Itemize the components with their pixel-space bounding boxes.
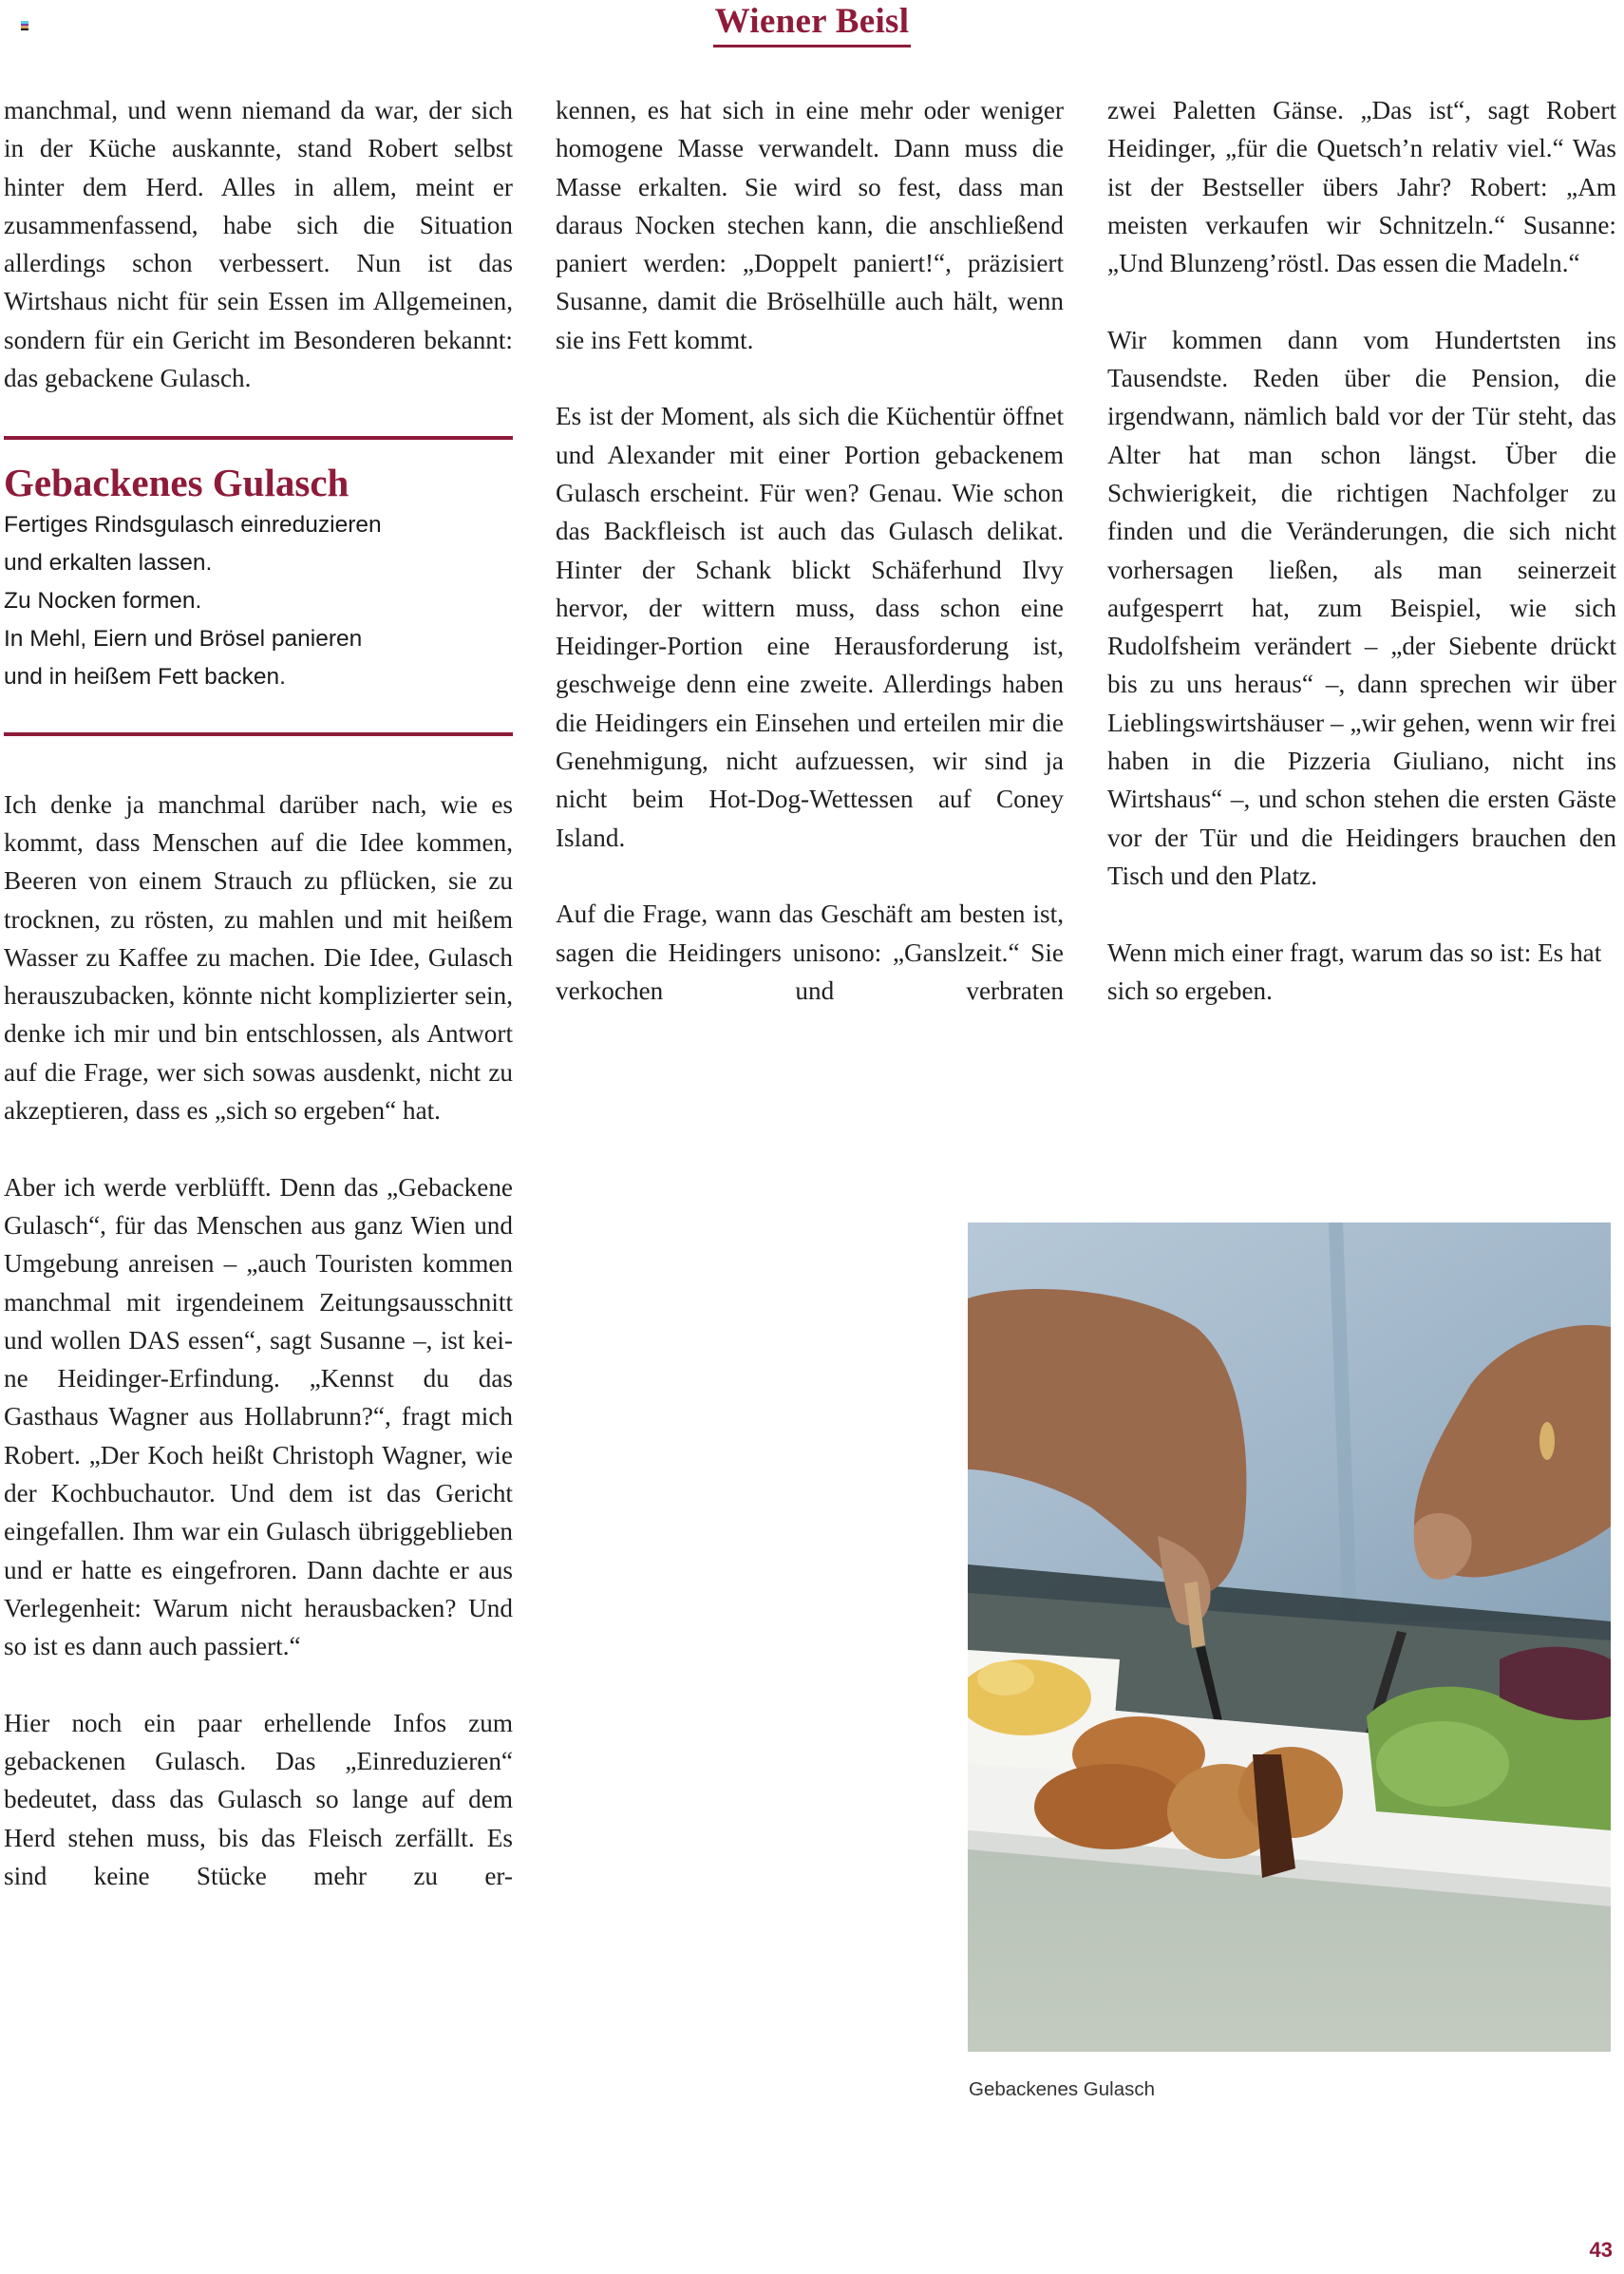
paragraph: Aber ich werde verblüfft. Denn das „Gebackene Gulasch“, für das Menschen aus ganz Wien und Umgebung anreisen – „auch Touristen kommen manchmal mit irgendeinem Zeitungsausschnitt und wollen DAS essen“, sagt Susanne –, ist keine Heidinger-Erfindung. „Kennst du das Gasthaus Wagner aus Hollabrunn?“, fragt mich Robert. „Der Koch heißt Christoph Wagner, wie der Kochbuchautor. Und dem ist das Gericht eingefallen. Ihm war ein Gulasch übriggeblieben und er hatte es eingefroren. Dann dachte er aus Verlegenheit: Warum nicht herausbacken? Und so ist es dann auch passiert.“ (4, 1172, 513, 1661)
recipe-step: In Mehl, Eiern und Brösel panieren (4, 625, 363, 652)
recipe-step: und erkalten lassen. (4, 549, 213, 576)
paragraph: kennen, es hat sich in eine mehr oder weniger homogene Masse verwandelt. Dann muss die Masse erkalten. Sie wird so fest, dass man daraus Nocken stechen kann, die anschließend paniert werden: „Doppelt paniert!“, präzisiert Susanne, damit die Bröselhülle auch hält, wenn sie ins Fett kommt. (556, 96, 1064, 354)
paragraph: Ich denke ja manchmal darüber nach, wie es kommt, dass Menschen auf die Idee kommen, Beeren von einem Strauch zu pflücken, sie zu trocknen, zu rösten, zu mahlen und mit heißem Wasser zu Kaffee zu machen. Die Idee, Gulasch herauszubacken, könnte nicht komplizierter sein, denke ich mir und bin entschlossen, als Antwort auf die Frage, wer sich sowas ausdenkt, nicht zu akzeptieren, dass es „sich so ergeben“ hat. (4, 789, 513, 1126)
paragraph: Hier noch ein paar erhellende Infos zum gebackenen Gulasch. Das „Einreduzieren“ bedeutet, dass das Gulasch so lange auf dem Herd stehen muss, bis das Fleisch zerfällt. Es sind keine Stücke mehr zu er- (4, 1708, 513, 1890)
article-column-2 (556, 91, 1064, 1048)
paragraph: Auf die Frage, wann das Geschäft am besten ist, sagen die Heidingers unisono: „Ganslzeit.“ Sie verkochen und verbraten (556, 900, 1064, 1005)
paragraph: Wir kommen dann vom Hundertsten ins Tausendste. Reden über die Pension, die irgendwann, nämlich bald vor der Tür steht, das Alter hat man schon längst. Über die Schwierigkeit, die richtigen Nachfolger zu finden und die Veränderungen, die sich nicht vorhersagen ließen, als man seinerzeit aufgesperrt hat, zum Beispiel, wie sich Rudolfsheim verändert – „der Siebente drückt bis zu uns heraus“ –, dann sprechen wir über Lieblingswirtshäuser – „wir gehen, wenn wir frei haben in die Pizzeria Giuliano, nicht ins Wirtshaus“ –, und schon stehen die ersten Gäste vor der Tür und die Heidingers brauchen den Tisch und den Platz. (1107, 325, 1616, 890)
photo-caption: Gebackenes Gulasch (969, 2078, 1156, 2100)
recipe-step: und in heißem Fett backen. (4, 663, 286, 690)
recipe-step: Fertiges Rindsgulasch einreduzieren (4, 511, 382, 538)
paragraph: zwei Paletten Gänse. „Das ist“, sagt Robert Heidinger, „für die Quetsch’n relativ viel.“ Was ist der Bestseller übers Jahr? Robert: „Am meisten verkaufen wir Schnitzeln.“ Susanne: „Und Blunzeng’röstl. Das essen die Madeln.“ (1107, 96, 1616, 278)
recipe-step: Zu Nocken formen. (4, 587, 202, 614)
section-title: Wiener Beisl (713, 4, 912, 47)
article-column-3 (1107, 91, 1616, 1048)
article-column-1 (4, 91, 513, 1934)
food-photo (968, 1222, 1611, 2052)
page-number: 43 (1589, 2238, 1613, 2262)
recipe-title: Gebackenes Gulasch (4, 460, 349, 504)
paragraph: Wenn mich einer fragt, warum das so ist: Es hat sich so ergeben. (1107, 938, 1602, 1005)
recipe-box (4, 436, 513, 736)
paragraph: Es ist der Moment, als sich die Küchentür öffnet und Alexander mit einer Portion gebackenem Gulasch erscheint. Für wen? Genau. Wie schon das Backfleisch ist auch das Gulasch delikat. Hinter der Schank blickt Schäferhund Ilvy hervor, der wittern muss, dass schon eine Heidinger-Portion eine Herausforderung ist, geschweige denn eine zweite. Allerdings haben die Heidingers ein Einsehen und erteilen mir die Genehmigung, nicht aufzuessen, wir sind ja nicht beim Hot-Dog-Wettessen auf Coney Island. (556, 402, 1064, 852)
paragraph: manchmal, und wenn niemand da war, der sich in der Küche auskannte, stand Robert selbst hinter dem Herd. Alles in allem, meint er zusammenfassend, habe sich die Situation allerdings schon verbessert. Nun ist das Wirtshaus nicht für sein Essen im Allgemeinen, sondern für ein Gericht im Besonderen bekannt: das gebackene Gulasch. (4, 96, 513, 393)
photo-illustration (968, 1222, 1611, 2052)
page-header (0, 0, 1624, 57)
